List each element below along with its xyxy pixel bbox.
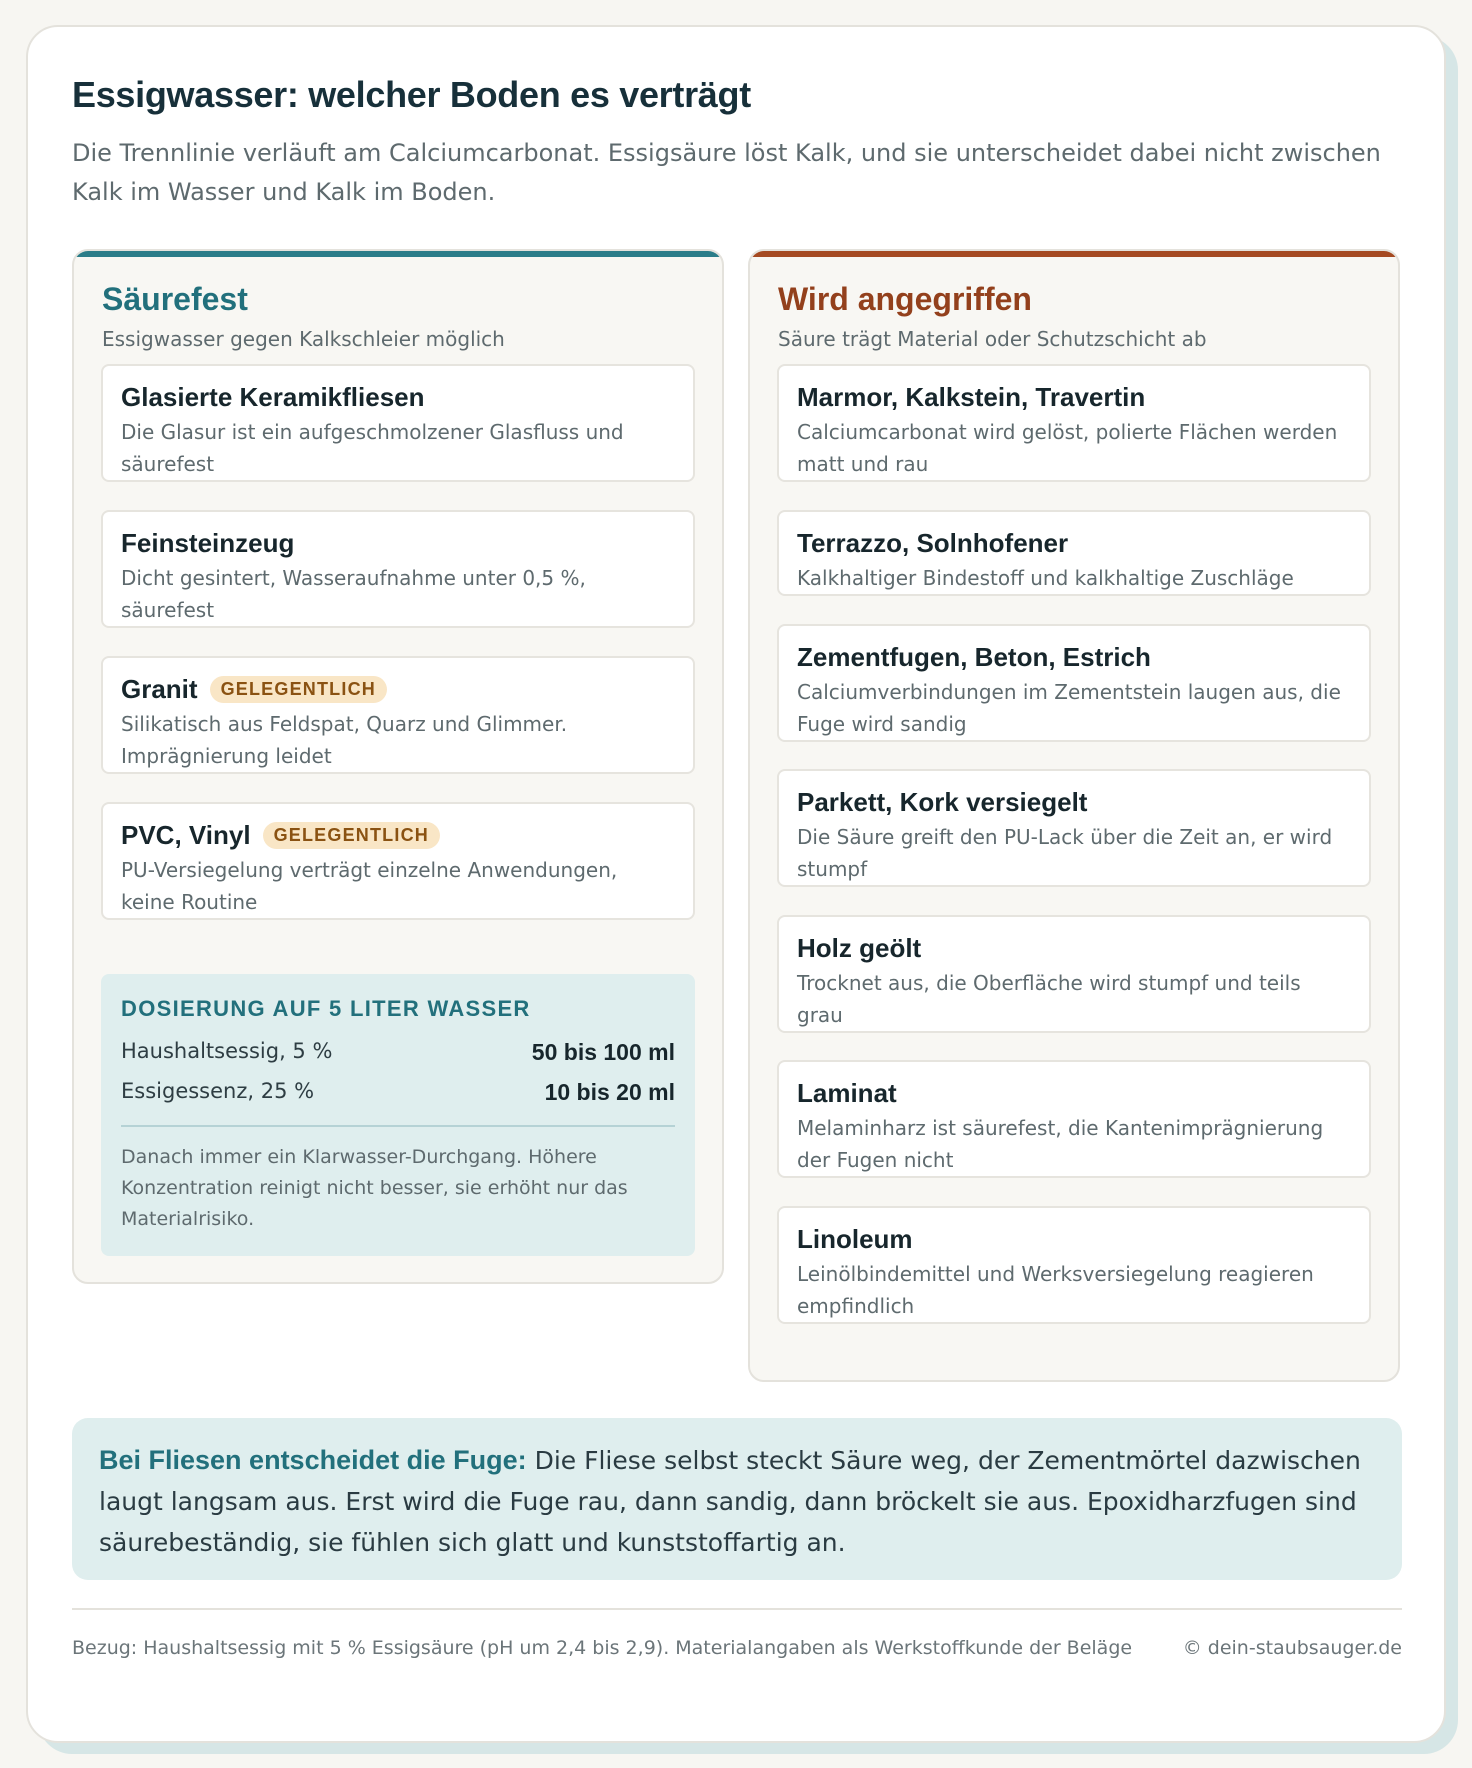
material-card: [777, 1206, 1371, 1324]
dosage-label: Essigessenz, 25 %: [121, 1079, 315, 1103]
dosage-amount: 10 bis 20 ml: [544, 1079, 675, 1105]
column-heading-acid-resistant: Säurefest: [102, 281, 248, 317]
material-card: [777, 624, 1371, 742]
material-description: Trocknet aus, die Oberfläche wird stumpf und teils grau: [797, 971, 1301, 1027]
material-description: Melaminharz ist säurefest, die Kantenimprägnierung der Fugen nicht: [797, 1116, 1324, 1172]
material-title: Parkett, Kork versiegelt: [797, 786, 1088, 817]
material-card: [777, 769, 1371, 887]
footer-divider: [72, 1608, 1402, 1610]
dosage-label: Haushaltsessig, 5 %: [121, 1039, 333, 1063]
dosage-row: [121, 1079, 675, 1106]
column-subheading-acid-resistant: Essigwasser gegen Kalkschleier möglich: [102, 327, 505, 351]
dosage-amount: 50 bis 100 ml: [531, 1039, 675, 1065]
material-title: Glasierte Keramikfliesen: [121, 381, 425, 412]
material-description: Die Glasur ist ein aufgeschmolzener Glasfluss und säurefest: [121, 420, 624, 476]
attacked-column: [748, 249, 1400, 1382]
material-description: Dicht gesintert, Wasseraufnahme unter 0,5 %, säurefest: [121, 566, 586, 622]
material-title: Feinsteinzeug: [121, 527, 295, 558]
dosage-row: [121, 1039, 675, 1066]
material-title: Terrazzo, Solnhofener: [797, 527, 1069, 558]
material-card: [101, 656, 695, 774]
material-title: Holz geölt: [797, 932, 922, 963]
occasional-badge: GELEGENTLICH: [263, 822, 440, 849]
material-card: [777, 1060, 1371, 1178]
joint-note-text: Die Fliese selbst steckt Säure weg, der Zementmörtel dazwischen laugt langsam aus. Erst wird die Fuge rau, dann sandig, dann bröckelt sie aus. Epoxidharzfugen sind säurebeständig, sie fühlen sich glatt und kunststoffartig an.: [99, 1446, 1361, 1557]
column-subheading-attacked: Säure trägt Material oder Schutzschicht ab: [778, 327, 1207, 351]
material-card: [777, 364, 1371, 482]
dosage-title: DOSIERUNG AUF 5 LITER WASSER: [121, 996, 531, 1021]
material-title: Granit: [121, 673, 198, 704]
footer-copyright: © dein-staubsauger.de: [1182, 1637, 1402, 1659]
dosage-divider: [121, 1125, 675, 1127]
footer-source: Bezug: Haushaltsessig mit 5 % Essigsäure (pH um 2,4 bis 2,9). Materialangaben als Werkstoffkunde der Beläge: [72, 1637, 1133, 1659]
page-title: Essigwasser: welcher Boden es verträgt: [72, 74, 751, 115]
material-description: Calciumverbindungen im Zementstein laugen aus, die Fuge wird sandig: [797, 680, 1341, 736]
material-title: Marmor, Kalkstein, Travertin: [797, 381, 1146, 412]
material-description: Silikatisch aus Feldspat, Quarz und Glimmer. Imprägnierung leidet: [121, 712, 568, 768]
joint-note-box: [72, 1418, 1402, 1580]
material-card: [101, 364, 695, 482]
page-subtitle: Die Trennlinie verläuft am Calciumcarbonat. Essigsäure löst Kalk, und sie unterscheidet dabei nicht zwischen Kalk im Wasser und Kalk im Boden.: [72, 139, 1381, 206]
material-title: Zementfugen, Beton, Estrich: [797, 641, 1151, 672]
column-heading-attacked: Wird angegriffen: [778, 281, 1032, 317]
material-description: PU-Versiegelung verträgt einzelne Anwendungen, keine Routine: [121, 858, 618, 914]
material-title: Laminat: [797, 1077, 897, 1108]
material-card: [777, 510, 1371, 596]
material-description: Kalkhaltiger Bindestoff und kalkhaltige Zuschläge: [797, 566, 1294, 590]
dosage-box: [101, 974, 695, 1256]
material-title: Linoleum: [797, 1223, 913, 1254]
occasional-badge: GELEGENTLICH: [210, 676, 387, 703]
material-description: Leinölbindemittel und Werksversiegelung reagieren empfindlich: [797, 1262, 1314, 1318]
joint-note-lead: Bei Fliesen entscheidet die Fuge:: [99, 1445, 527, 1475]
material-card: [101, 802, 695, 920]
material-description: Calciumcarbonat wird gelöst, polierte Flächen werden matt und rau: [797, 420, 1338, 476]
material-card: [777, 915, 1371, 1033]
material-title: PVC, Vinyl: [121, 819, 251, 850]
material-description: Die Säure greift den PU-Lack über die Zeit an, er wird stumpf: [797, 825, 1333, 881]
material-card: [101, 510, 695, 628]
acid-resistant-column: [72, 249, 724, 1284]
dosage-note: Danach immer ein Klarwasser-Durchgang. Höhere Konzentration reinigt nicht besser, sie erhöht nur das Materialrisiko.: [121, 1146, 628, 1230]
